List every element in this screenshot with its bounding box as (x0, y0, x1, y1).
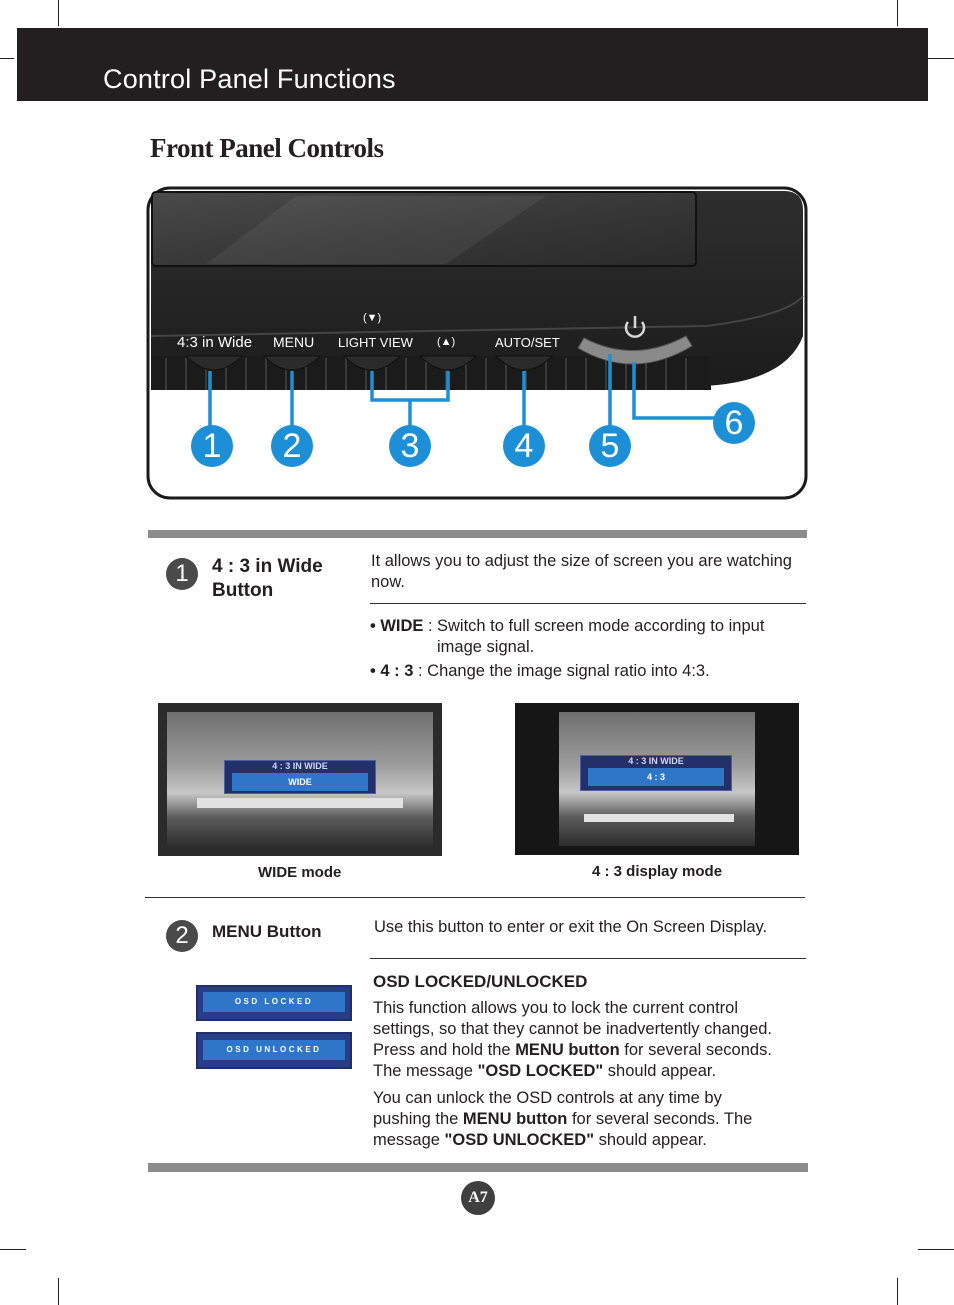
osd-unlocked-box (196, 1032, 352, 1069)
bullet-wide-text: Switch to full screen mode according to input image signal. (437, 617, 765, 656)
bullet-4-3 (370, 661, 790, 682)
text-run: for several seconds. The message (373, 1110, 753, 1149)
crop-mark (928, 58, 954, 59)
bullet-key: • WIDE (370, 617, 424, 635)
item-title-line: Button (212, 580, 274, 601)
text-run: should appear. (603, 1062, 717, 1080)
button-label-4-3-in-wide: 4:3 in Wide (177, 334, 253, 351)
wide-mode-screen (158, 703, 442, 856)
item-number-badge: 2 (166, 920, 198, 952)
osd-popup-title: 4 : 3 IN WIDE (272, 761, 328, 771)
bullet-sep: : (413, 662, 428, 680)
item-title-menu-button: MENU Button (212, 922, 322, 941)
divider-line (370, 958, 806, 959)
crop-mark (918, 1249, 954, 1250)
text-run: This function allows you to lock the current control settings, so that they cannot be inadvertently changed. Press and hold the (373, 999, 773, 1059)
crop-mark (897, 1278, 898, 1305)
osd-popup-title: 4 : 3 IN WIDE (628, 756, 684, 766)
page-header-title: Control Panel Functions (103, 64, 396, 94)
button-label-menu: MENU (273, 334, 315, 350)
osd-popup-4-3 (580, 755, 732, 791)
button-label-light-view: LIGHT VIEW (338, 335, 413, 350)
osd-popup-value: 4 : 3 (588, 768, 724, 786)
text-run: for several seconds. The message (373, 1041, 772, 1080)
callout-number-4: 4 (503, 425, 545, 467)
text-run: should appear. (594, 1131, 707, 1149)
osd-paragraph-2 (373, 1088, 783, 1151)
text-run-bold: "OSD UNLOCKED" (444, 1131, 595, 1149)
osd-popup-value: WIDE (232, 773, 368, 791)
button-label-auto-set: AUTO/SET (495, 335, 560, 350)
divider-line (145, 897, 805, 898)
button-label-down: (▼) (363, 312, 382, 324)
crop-mark (897, 0, 898, 26)
item-description: Use this button to enter or exit the On Screen Display. (374, 918, 768, 936)
item-number-badge: 1 (166, 558, 198, 590)
osd-popup-wide (224, 760, 376, 794)
osd-paragraph-1 (373, 998, 773, 1082)
callout-number-3: 3 (389, 425, 431, 467)
crop-mark (0, 58, 14, 59)
section-divider (148, 530, 807, 538)
caption-wide-mode: WIDE mode (258, 864, 342, 881)
crop-mark (58, 1278, 59, 1305)
osd-locked-box (196, 985, 352, 1021)
crop-mark (0, 1249, 26, 1250)
item-title-4-3-in-wide (212, 555, 323, 603)
callout-number-5: 5 (589, 425, 631, 467)
caption-4-3-display-mode: 4 : 3 display mode (592, 863, 723, 880)
bullet-text: Change the image signal ratio into 4:3. (427, 662, 710, 680)
text-run: You can unlock the OSD controls at any time by pushing the (373, 1089, 722, 1128)
text-run-bold: MENU button (515, 1041, 620, 1059)
divider-line (370, 603, 806, 604)
four-three-mode-screen (515, 703, 799, 855)
item-description: It allows you to adjust the size of screen you are watching now. (371, 552, 792, 591)
osd-subheading: OSD LOCKED/UNLOCKED (373, 972, 588, 991)
button-label-up: (▲) (437, 336, 456, 348)
osd-locked-label: OSD LOCKED (203, 992, 345, 1012)
callout-number-6: 6 (713, 402, 755, 444)
bench (197, 798, 403, 808)
callout-number-2: 2 (271, 425, 313, 467)
osd-unlocked-label: OSD UNLOCKED (203, 1040, 345, 1060)
callout-number-1: 1 (191, 425, 233, 467)
crop-mark (58, 0, 59, 26)
page-number: A7 (461, 1181, 495, 1215)
bench (584, 814, 734, 822)
text-run-bold: "OSD LOCKED" (477, 1062, 604, 1080)
section-divider (148, 1163, 808, 1172)
text-run-bold: MENU button (462, 1110, 568, 1128)
section-title: Front Panel Controls (150, 133, 384, 163)
bullet-sep: : (423, 617, 433, 635)
item-title-line: 4 : 3 in Wide (212, 556, 323, 577)
bullet-key: • 4 : 3 (370, 662, 414, 680)
